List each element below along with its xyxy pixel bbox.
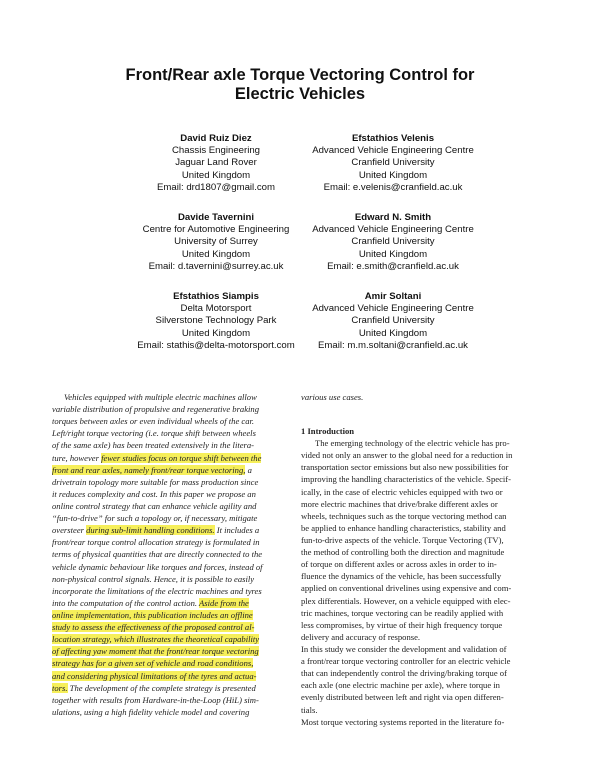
abstract-continuation [301,391,567,403]
highlighted-text: location strategy, which illustrates the theoretical capability [52,634,260,645]
author-country: United Kingdom [181,327,251,339]
body-line: that can independently control the driving/braking torque of [301,668,507,679]
author-email: Email: stathis@delta-motorsport.com [137,339,295,351]
abstract-line [52,597,298,609]
body-line: applied on conventional drivelines using expensive and com- [301,583,512,594]
author-name: Davide Tavernini [177,212,255,223]
abstract-line: various use cases. [301,392,364,402]
body-line: fluence the dynamics of the vehicle, has been successfully [301,571,502,582]
author-email: Email: e.smith@cranfield.ac.uk [327,260,459,272]
abstract-line: of the same axle) has been treated extensively in the litera- [52,440,255,451]
author-country: United Kingdom [358,248,428,260]
author-email: Email: drd1807@gmail.com [157,181,275,193]
abstract-line [52,682,298,694]
abstract-line: vehicle dynamic behaviour like torques and forces, instead of [52,561,263,572]
author-affiliation: Advanced Vehicle Engineering Centre [312,224,474,236]
author-affiliation: Centre for Automotive Engineering [142,224,290,236]
body-line: a front/rear torque vectoring controller for an electric vehicle [301,656,511,667]
text-span: It includes a [214,525,260,536]
body-line: In this study we consider the development and validation of [301,643,507,654]
body-line: Most torque vectoring systems reported in the literature fo- [301,716,505,727]
abstract-line [52,657,298,669]
body-line: tric machines, torque vectoring can be readily applied with [301,607,504,618]
paper-title [0,66,600,104]
author-name: Edward N. Smith [354,212,432,223]
author-affiliation: Advanced Vehicle Engineering Centre [312,145,474,157]
body-line: of torque on different axles or across axles in order to in- [301,559,497,570]
body-line: evenly distributed between left and right via open differen- [301,692,504,703]
author-country: United Kingdom [181,248,251,260]
abstract-line [52,670,298,682]
text-span: oversteer [52,525,87,536]
author-affiliation: Cranfield University [351,315,435,327]
author-affiliation: Cranfield University [351,236,435,248]
title-line-2: Electric Vehicles [234,85,366,103]
author-country: United Kingdom [358,327,428,339]
author-name: Efstathios Siampis [173,291,259,302]
author-affiliation: Jaguar Land Rover [175,157,257,169]
body-line: fun-to-drive aspects of the vehicle. Torque Vectoring (TV), [301,534,504,545]
highlighted-text: strategy has for a given set of vehicle and road conditions, [52,658,254,669]
author-affiliation: Cranfield University [351,157,435,169]
abstract-line [52,645,298,657]
highlighted-text: Aside from the [199,597,249,608]
abstract [52,391,298,718]
text-span: into the computation of the control action. [52,597,200,608]
highlighted-text: front and rear axles, namely front/rear torque vectoring, [52,464,246,475]
author-name: Amir Soltani [364,291,422,302]
body-line: ically, in the case of electric vehicles equipped with two or [301,486,503,497]
body-line: more electric machines that drive/brake different axles or [301,498,498,509]
abstract-line: drivetrain topology more suitable for mass production since [52,476,259,487]
abstract-line: terms of physical quantities that are directly connected to the [52,549,263,560]
abstract-line: Vehicles equipped with multiple electric machines allow [64,392,257,402]
author-name: David Ruiz Diez [180,133,252,144]
author-block [273,291,513,352]
body-line: tials. [301,704,318,715]
text-span: ture, however [52,452,102,463]
highlighted-text: of affecting yaw moment that the front/rear torque vectoring [52,646,259,657]
abstract-line: “fun-to-drive” for such a topology or, if necessary, mitigate [52,513,258,524]
text-span: a [245,464,252,475]
abstract-line: variable distribution of propulsive and regenerative braking [52,404,260,415]
body-line: vided not only an answer to the global need for a reduction in [301,450,513,461]
author-affiliation: Delta Motorsport [180,303,252,315]
text-span: The development of the complete strategy is presented [67,682,256,693]
highlighted-text: study to assess the effectiveness of the proposed control al- [52,622,255,633]
introduction-section [301,425,567,728]
abstract-line [52,633,298,645]
body-line: the method of controlling both the direction and magnitude [301,547,505,558]
author-country: United Kingdom [181,169,251,181]
abstract-line: non-physical control signals. Hence, it is possible to easily [52,573,255,584]
body-line: each axle (one electric machine per axle), where torque in [301,680,500,691]
title-line-1: Front/Rear axle Torque Vectoring Control for [125,66,475,84]
abstract-line [52,524,298,536]
author-block [273,212,513,273]
body-line: The emerging technology of the electric vehicle has pro- [315,438,510,449]
author-block [273,133,513,194]
author-affiliation: Silverstone Technology Park [155,315,277,327]
highlighted-text: during sub-limit handling conditions. [86,525,215,536]
abstract-line: ulations, using a high fidelity vehicle model and covering [52,706,250,717]
author-country: United Kingdom [358,169,428,181]
abstract-line: Left/right torque vectoring (i.e. torque shift between wheels [52,428,256,439]
body-line: be applied to enhance handling characteristics, stability and [301,522,506,533]
body-line: wheels, techniques such as the torque vectoring method can [301,510,507,521]
abstract-line: it reduces complexity and cost. In this paper we propose an [52,488,256,499]
highlighted-text: and considering physical limitations of the tyres and actua- [52,670,257,681]
author-name: Efstathios Velenis [351,133,435,144]
highlighted-text: fewer studies focus on torque shift between the [101,452,262,463]
body-line: improving the handling characteristics of the vehicle. Specif- [301,474,511,485]
author-affiliation: Advanced Vehicle Engineering Centre [312,303,474,315]
abstract-line [52,609,298,621]
section-heading: 1 Introduction [301,426,355,436]
abstract-line: together with results from Hardware-in-the-Loop (HiL) sim- [52,694,259,705]
abstract-line: front/rear torque control allocation strategy is formulated in [52,537,260,548]
author-email: Email: e.velenis@cranfield.ac.uk [323,181,463,193]
author-email: Email: m.m.soltani@cranfield.ac.uk [318,339,468,351]
body-line: plex differentials. However, on a vehicle equipped with elec- [301,595,511,606]
abstract-line [52,464,298,476]
abstract-line: torques between axles or even individual wheels of the car. [52,416,255,427]
body-line: less compromises, by virtue of their high frequency torque [301,619,503,630]
author-affiliation: University of Surrey [174,236,258,248]
highlighted-text: online implementation, this publication includes an offline [52,609,253,620]
author-email: Email: d.tavernini@surrey.ac.uk [148,260,284,272]
abstract-line: incorporate the limitations of the electric machines and tyres [52,585,262,596]
body-line: transportation sector emissions but also new possibilities for [301,462,509,473]
author-affiliation: Chassis Engineering [172,145,260,157]
highlighted-text: tors. [52,682,68,693]
abstract-line [52,621,298,633]
abstract-line [52,452,298,464]
abstract-line: online control strategy that can enhance vehicle agility and [52,500,257,511]
body-line: delivery and accuracy of response. [301,631,421,642]
